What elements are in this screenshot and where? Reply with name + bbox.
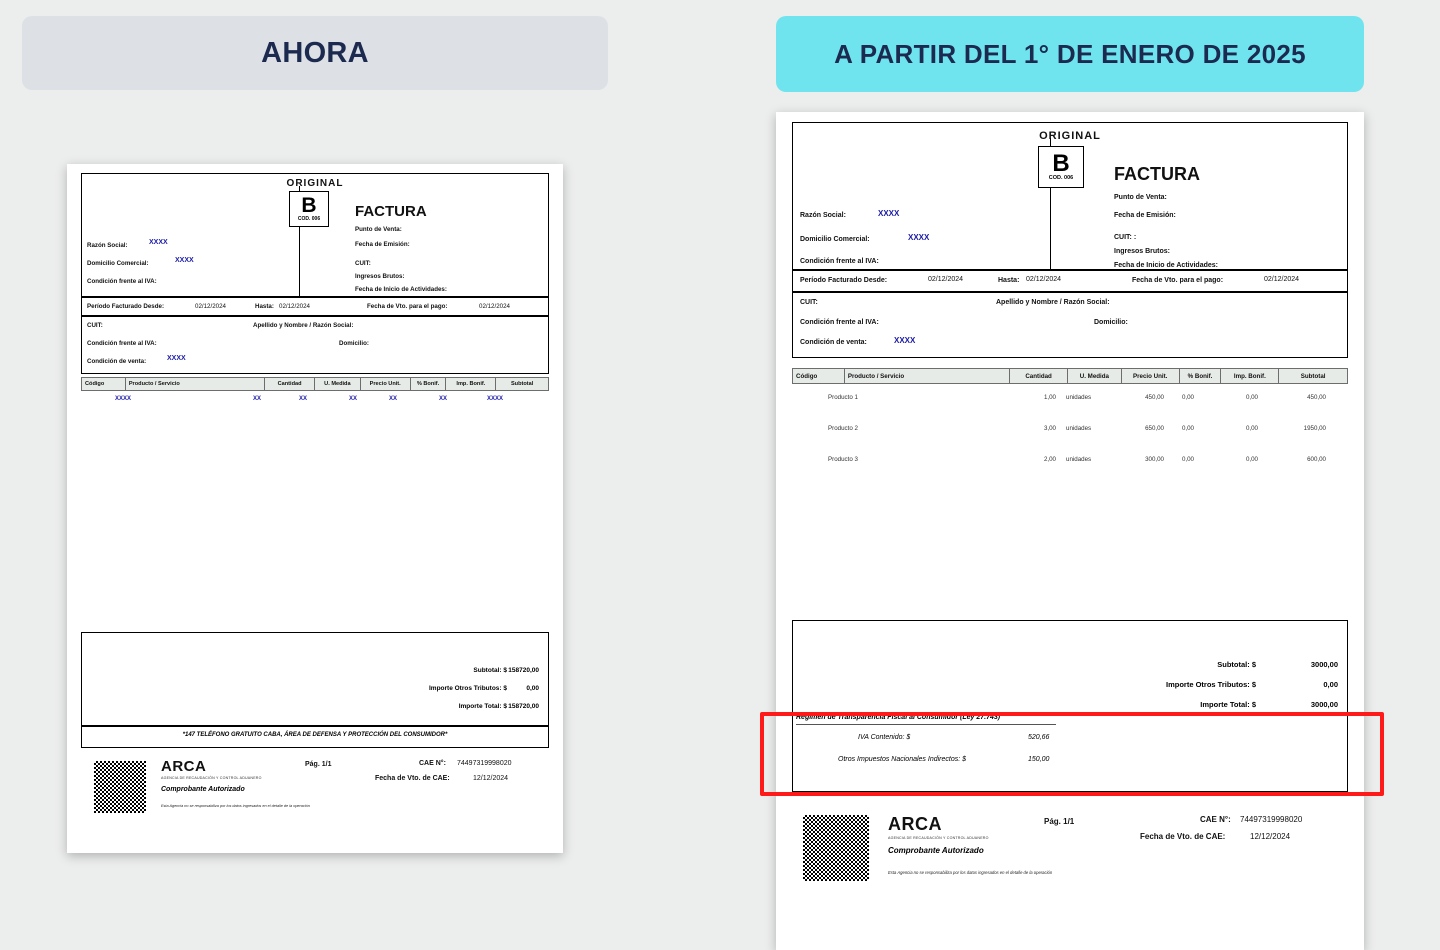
col-precio-unit-2025: Precio Unit. [1122, 369, 1180, 383]
col-bonif-imp-2025: Imp. Bonif. [1221, 369, 1279, 383]
row-cantidad: XX [253, 396, 262, 402]
table-row-1-producto: Producto 1 [828, 394, 858, 401]
invoice-letter-box-2025 [1038, 146, 1084, 188]
ingresos-brutos-label-2025: Ingresos Brutos: [1114, 248, 1171, 255]
periodo-desde-value-2025: 02/12/2024 [928, 276, 964, 283]
domicilio-comercial-value: XXXX [175, 257, 194, 264]
col-bonif-pct-2025: % Bonif. [1180, 369, 1222, 383]
subtotal-value-2025: 3000,00 [1310, 660, 1338, 669]
transparencia-underline [796, 724, 1056, 725]
table-row-3-cantidad: 2,00 [1043, 456, 1056, 463]
cae-vto-label: Fecha de Vto. de CAE: [375, 775, 450, 782]
header-label-now: AHORA [261, 36, 369, 69]
footer-disclaimer-2025: Esta Agencia no se responsabiliza por los datos ingresados en el detalle de la operación [888, 870, 1053, 875]
col-codigo: Código [82, 378, 126, 390]
table-row-3-umedida: unidades [1066, 456, 1092, 463]
cae-value-2025: 74497319998020 [1240, 815, 1303, 824]
periodo-hasta-value: 02/12/2024 [279, 303, 310, 310]
consumer-note: *147 TELÉFONO GRATUITO CABA, ÁREA DE DEFENSA Y PROTECCIÓN DEL CONSUMIDOR* [182, 732, 448, 738]
table-row-3-bonif-imp: 0,00 [1245, 456, 1258, 463]
importe-total-label-2025: Importe Total: $ [1200, 700, 1256, 709]
invoice-code: COD. 006 [297, 216, 321, 222]
importe-total-value: 158720,00 [508, 703, 539, 710]
condicion-iva-emisor-label-2025: Condición frente al IVA: [800, 258, 879, 265]
header-label-from-2025: A PARTIR DEL 1° DE ENERO DE 2025 [834, 38, 1306, 69]
col-codigo-2025: Código [793, 369, 845, 383]
domicilio-comercial-label: Domicilio Comercial: [87, 260, 149, 267]
importe-total-label: Importe Total: $ [458, 703, 507, 710]
periodo-hasta-value-2025: 02/12/2024 [1026, 276, 1062, 283]
condicion-venta-label-2025: Condición de venta: [800, 339, 867, 346]
invoice-document-current [67, 164, 563, 853]
invoice-code-2025: COD. 006 [1048, 175, 1074, 181]
row-bonif-pct: XX [389, 396, 398, 402]
iva-contenido-value: 520,66 [1028, 734, 1050, 741]
punto-venta-label-2025: Punto de Venta: [1114, 194, 1167, 201]
col-bonif-pct: % Bonif. [411, 378, 447, 390]
table-row-2-umedida: unidades [1066, 425, 1092, 432]
cae-vto-value: 12/12/2024 [473, 775, 509, 782]
table-row-2-bonif-imp: 0,00 [1245, 425, 1258, 432]
razon-social-label: Razón Social: [87, 242, 128, 249]
otros-tributos-label: Importe Otros Tributos: $ [428, 685, 507, 692]
iva-contenido-label: IVA Contenido: $ [858, 734, 911, 741]
cae-vto-label-2025: Fecha de Vto. de CAE: [1140, 832, 1226, 841]
condicion-iva-receptor-label-2025: Condición frente al IVA: [800, 319, 879, 326]
table-row-1-bonif-imp: 0,00 [1245, 394, 1258, 401]
table-row-1-umedida: unidades [1066, 394, 1092, 401]
col-subtotal: Subtotal [510, 381, 534, 387]
ingresos-brutos-label: Ingresos Brutos: [355, 273, 405, 280]
qr-code-2025 [802, 814, 870, 882]
cuit-receptor-label-2025: CUIT: [800, 299, 818, 306]
table-row-2-bonif-pct: 0,00 [1181, 425, 1194, 432]
apellido-nombre-label-2025: Apellido y Nombre / Razón Social: [996, 299, 1110, 306]
razon-social-value-2025: XXXX [878, 209, 900, 218]
row-producto: XXXX [115, 396, 132, 402]
domicilio-receptor-label: Domicilio: [339, 340, 369, 347]
arca-logo-subtitle: AGENCIA DE RECAUDACIÓN Y CONTROL ADUANERO [161, 776, 262, 780]
otros-impuestos-label: Otros Impuestos Nacionales Indirectos: $ [838, 756, 967, 763]
row-umedida: XX [299, 396, 308, 402]
cae-label-2025: CAE N°: [1200, 815, 1231, 824]
arca-logo-text-2025: ARCA [888, 814, 942, 834]
periodo-desde-label-2025: Período Facturado Desde: [800, 277, 888, 284]
inicio-actividades-label-2025: Fecha de Inicio de Actividades: [1114, 262, 1218, 269]
table-row-2-subtotal: 1950,00 [1303, 425, 1326, 432]
punto-venta-label: Punto de Venta: [355, 226, 402, 233]
apellido-nombre-label: Apellido y Nombre / Razón Social: [253, 322, 354, 329]
col-producto: Producto / Servicio [126, 378, 265, 390]
condicion-iva-emisor-label: Condición frente al IVA: [87, 278, 157, 285]
row-subtotal: XXXX [487, 396, 504, 402]
transparencia-title: Régimen de Transparencia Fiscal al Consumidor (Ley 27.743) [796, 714, 1001, 721]
original-label-2025: ORIGINAL [1039, 130, 1101, 142]
table-row-1-subtotal: 450,00 [1307, 394, 1326, 401]
domicilio-comercial-label-2025: Domicilio Comercial: [800, 236, 870, 243]
cuit-receptor-label: CUIT: [87, 322, 103, 329]
razon-social-label-2025: Razón Social: [800, 212, 846, 219]
periodo-hasta-label: Hasta: [255, 303, 274, 310]
otros-tributos-value-2025: 0,00 [1323, 680, 1338, 689]
qr-code [93, 760, 147, 814]
table-row-3-precio: 300,00 [1145, 456, 1164, 463]
condicion-iva-receptor-label: Condición frente al IVA: [87, 340, 157, 347]
fecha-vto-pago-label-2025: Fecha de Vto. para el pago: [1132, 277, 1224, 284]
cuit-emisor-label-2025: CUIT: : [1114, 234, 1137, 241]
periodo-desde-value: 02/12/2024 [195, 303, 226, 310]
invoice-letter: B [301, 194, 317, 217]
otros-tributos-label-2025: Importe Otros Tributos: $ [1165, 680, 1256, 689]
cuit-emisor-label: CUIT: [355, 260, 371, 267]
table-row-2-producto: Producto 2 [828, 425, 858, 432]
page-number: Pág. 1/1 [305, 761, 332, 768]
row-precio: XX [349, 396, 358, 402]
cae-vto-value-2025: 12/12/2024 [1250, 832, 1291, 841]
table-row-1-bonif-pct: 0,00 [1181, 394, 1194, 401]
header-banner-now [22, 16, 608, 90]
invoice-title-2025: FACTURA [1114, 164, 1200, 184]
subtotal-label-2025: Subtotal: $ [1217, 660, 1256, 669]
table-row-3-producto: Producto 3 [828, 456, 858, 463]
comprobante-autorizado: Comprobante Autorizado [161, 786, 245, 793]
condicion-venta-value-2025: XXXX [894, 336, 916, 345]
fecha-emision-label: Fecha de Emisión: [355, 241, 410, 248]
col-bonif-imp: Imp. Bonif. [446, 378, 496, 390]
original-label: ORIGINAL [286, 178, 344, 189]
invoice-document-2025 [776, 112, 1364, 950]
invoice-header-frame-2025 [792, 122, 1348, 270]
fecha-vto-pago-value: 02/12/2024 [479, 303, 510, 310]
importe-total-value-2025: 3000,00 [1310, 700, 1338, 709]
col-precio-unit: Precio Unit. [361, 378, 411, 390]
invoice-title: FACTURA [355, 203, 427, 220]
items-table-header [81, 377, 549, 391]
arca-logo-text: ARCA [161, 758, 207, 775]
invoice-letter-box [289, 191, 329, 227]
periodo-hasta-label-2025: Hasta: [998, 277, 1020, 284]
col-producto-2025: Producto / Servicio [845, 369, 1010, 383]
col-subtotal-2025: Subtotal [1300, 372, 1326, 380]
table-row-3-subtotal: 600,00 [1307, 456, 1326, 463]
fecha-vto-pago-value-2025: 02/12/2024 [1264, 276, 1300, 283]
table-row-3-bonif-pct: 0,00 [1181, 456, 1194, 463]
table-row-2-cantidad: 3,00 [1043, 425, 1056, 432]
footer-disclaimer: Esta Agencia no se responsabiliza por los datos ingresados en el detalle de la operación [161, 804, 310, 808]
col-umedida: U. Medida [315, 378, 361, 390]
col-cantidad-2025: Cantidad [1010, 369, 1068, 383]
domicilio-comercial-value-2025: XXXX [908, 233, 930, 242]
invoice-letter-2025: B [1052, 150, 1070, 177]
items-table-header-2025 [792, 368, 1348, 384]
row-bonif-imp: XX [439, 396, 448, 402]
condicion-venta-value: XXXX [167, 355, 186, 362]
table-row-1-cantidad: 1,00 [1043, 394, 1056, 401]
fecha-vto-pago-label: Fecha de Vto. para el pago: [367, 303, 448, 310]
fecha-emision-label-2025: Fecha de Emisión: [1114, 212, 1176, 219]
table-row-1-precio: 450,00 [1145, 394, 1164, 401]
header-banner-from-2025 [776, 16, 1364, 92]
otros-impuestos-value: 150,00 [1028, 756, 1050, 763]
inicio-actividades-label: Fecha de Inicio de Actividades: [355, 286, 447, 293]
otros-tributos-value: 0,00 [526, 685, 539, 692]
arca-logo-subtitle-2025: AGENCIA DE RECAUDACIÓN Y CONTROL ADUANERO [888, 836, 989, 840]
subtotal-label: Subtotal: $ [473, 667, 507, 674]
subtotal-value: 158720,00 [508, 667, 539, 674]
cae-value: 74497319998020 [457, 760, 512, 767]
razon-social-value: XXXX [149, 239, 168, 246]
comprobante-autorizado-2025: Comprobante Autorizado [888, 846, 984, 855]
table-row-2-precio: 650,00 [1145, 425, 1164, 432]
page-number-2025: Pág. 1/1 [1044, 817, 1075, 826]
condicion-venta-label: Condición de venta: [87, 358, 147, 365]
totals-frame [81, 632, 549, 726]
domicilio-receptor-label-2025: Domicilio: [1094, 319, 1128, 326]
cae-label: CAE N°: [419, 760, 446, 767]
periodo-desde-label: Período Facturado Desde: [87, 303, 165, 310]
col-umedida-2025: U. Medida [1068, 369, 1122, 383]
col-cantidad: Cantidad [265, 378, 315, 390]
